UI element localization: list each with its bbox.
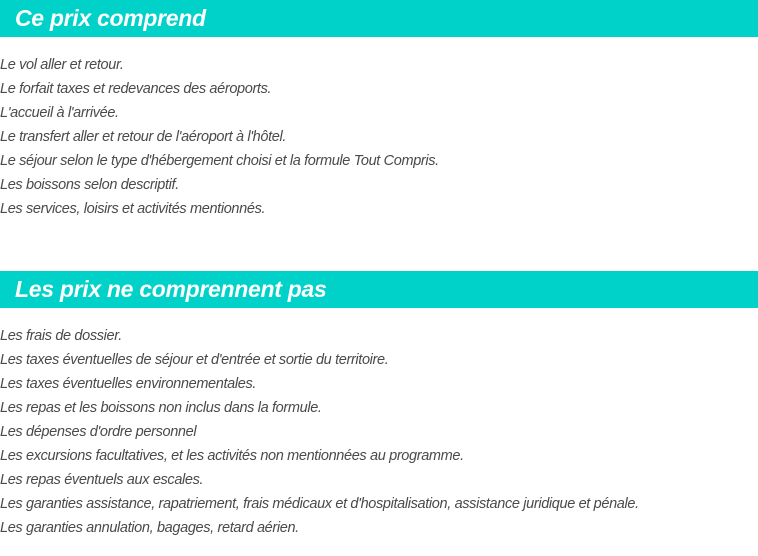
list-item: Les dépenses d'ordre personnel	[0, 424, 197, 440]
list-item: Les taxes éventuelles de séjour et d'entrée et sortie du territoire.	[0, 352, 389, 368]
list-item: Les services, loisirs et activités mentionnés.	[0, 201, 266, 217]
excluded-list	[0, 324, 639, 540]
included-list	[0, 53, 439, 221]
list-item: Les taxes éventuelles environnementales.	[0, 376, 257, 392]
section-title-excluded: Les prix ne comprennent pas	[0, 271, 758, 308]
list-item: L'accueil à l'arrivée.	[0, 105, 119, 121]
list-item: Les garanties annulation, bagages, retard aérien.	[0, 520, 299, 536]
list-item: Les garanties assistance, rapatriement, frais médicaux et d'hospitalisation, assistance juridique et pénale.	[0, 496, 639, 512]
list-item: Les frais de dossier.	[0, 328, 122, 344]
list-item: Les boissons selon descriptif.	[0, 177, 179, 193]
list-item: Le transfert aller et retour de l'aéroport à l'hôtel.	[0, 129, 287, 145]
list-item: Le séjour selon le type d'hébergement choisi et la formule Tout Compris.	[0, 153, 439, 169]
list-item: Le forfait taxes et redevances des aéroports.	[0, 81, 272, 97]
section-title-included: Ce prix comprend	[0, 0, 758, 37]
list-item: Les repas et les boissons non inclus dans la formule.	[0, 400, 322, 416]
list-item: Les excursions facultatives, et les activités non mentionnées au programme.	[0, 448, 464, 464]
list-item: Les repas éventuels aux escales.	[0, 472, 204, 488]
list-item: Le vol aller et retour.	[0, 57, 124, 73]
